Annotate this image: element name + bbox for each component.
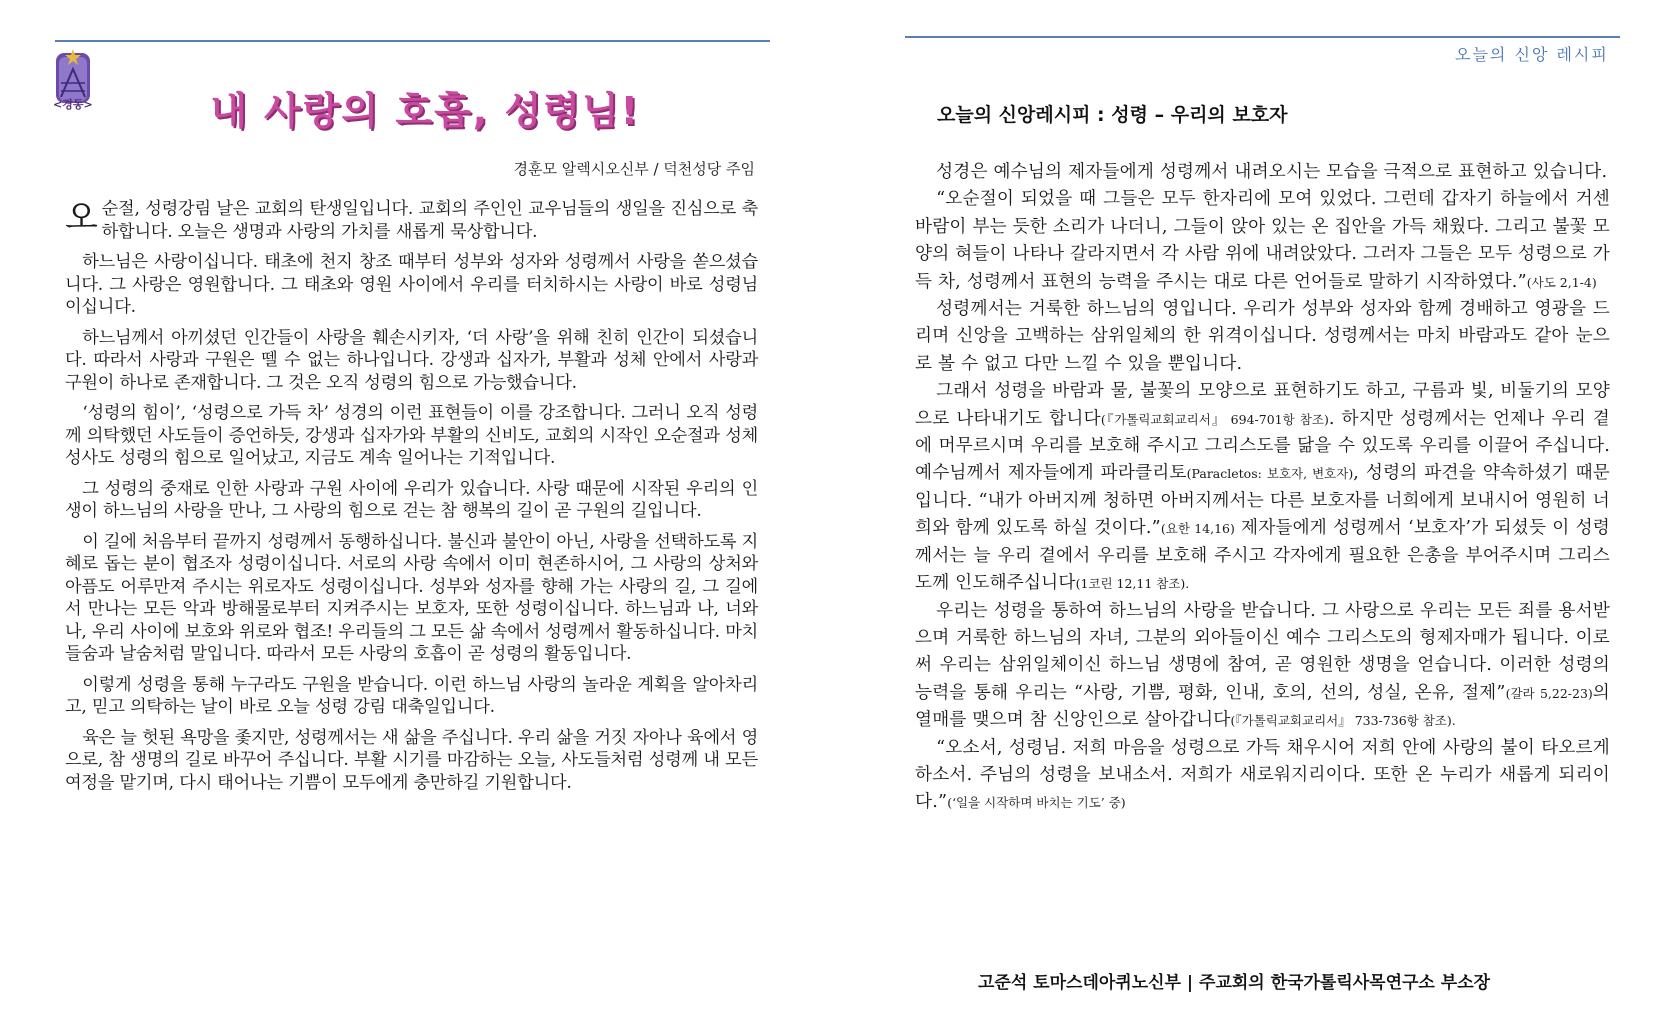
paragraph-r5: [915, 598, 1610, 735]
scripture-quote: “오순절이 되었을 때 그들은 모두 한자리에 모여 있었다. 그런데 갑자기 하늘에서 거센 바람이 부는 듯한 소리가 나더니, 그들이 앉아 있는 온 집안을 가득 채웠다. 그리고 불꽃 모양의 혀들이 나타나 갈라지면서 각 사람 위에 내려앉았다. 그러자 그들은 모두 성령으로 가득 차, 성령께서 표현의 능력을 주시는 대로 다른 언어들로 말하기 시작하였다.”: [915, 189, 1610, 292]
logo-caption: <경동>: [53, 98, 93, 111]
left-article-body: [65, 198, 758, 802]
citation: (『가톨릭교회교리서』 733-736항 참조).: [1230, 713, 1456, 729]
top-rule-right: [905, 36, 1620, 38]
paragraph-r6: [915, 735, 1610, 817]
paragraph-3: 하느님께서 아끼셨던 인간들이 사랑을 훼손시키자, ‘더 사랑’을 위해 친히 인간이 되셨습니다. 따라서 사랑과 구원은 뗄 수 없는 하나입니다. 강생과 십자가, 부활과 성체 안에서 사랑과 구원이 하나로 존재합니다. 그 것은 오직 성령의 힘으로 가능했습니다.: [65, 327, 758, 393]
citation: (사도 2,1-4): [1526, 274, 1597, 290]
author-credit: 고준석 토마스데아퀴노신부 | 주교회의 한국가톨릭사목연구소 부소장: [978, 973, 1491, 993]
section-title: 오늘의 신앙레시피 : 성령 – 우리의 보호자: [937, 104, 1288, 126]
paragraph-2: 하느님은 사랑이십니다. 태초에 천지 창조 때부터 성부와 성자와 성령께서 사랑을 쏟으셨습니다. 그 사랑은 영원합니다. 그 태초와 영원 사이에서 우리를 터치하시는 사랑이 바로 성령님이십니다.: [65, 252, 758, 317]
prayer-quote: “오소서, 성령님. 저희 마음을 성령으로 가득 채우시어 저희 안에 사랑의 불이 타오르게 하소서. 주님의 성령을 보내소서. 저희가 새로워지리이다. 또한 온 누리가 새롭게 되리이다.”: [915, 737, 1610, 813]
paragraph-6: 이 길에 처음부터 끝까지 성령께서 동행하십니다. 불신과 불안이 아닌, 사랑을 선택하도록 지혜로 돕는 분이 협조자 성령이십니다. 서로의 사랑 속에서 이미 현존하시어, 그 사랑의 상처와 아픔도 어루만져 주시는 위로자도 성령이십니다. 성부와 성자를 향해 가는 사랑의 길, 그 길에서 만나는 모든 악과 방해물로부터 지켜주시는 보호자, 또한 성령이십니다. 하느님과 나, 너와 나, 우리 사이에 보호와 위로와 협조! 우리들의 그 모든 삶 속에서 성령께서 활동하십니다. 마치 들숨과 날숨처럼 말입니다. 따라서 모든 사랑의 호흡이 곧 성령의 활동입니다.: [65, 531, 758, 664]
paragraph-4: ‘성령의 힘이’, ‘성령으로 가득 차’ 성경의 이런 표현들이 이를 강조합니다. 그러니 오직 성령께 의탁했던 사도들이 증언하듯, 강생과 십자가와 부활의 신비도, 교회의 시작인 오순절과 성체성사도 성령의 힘으로 일어났고, 지금도 계속 일어나는 기적입니다.: [65, 403, 758, 468]
paragraph-text: . 하지만 성령께서는 언제나 우리 곁에 머무르시며 우리를 보호해 주시고 그리스도를 닮을 수 있도록 우리를 이끌어 주십니다. 예수님께서 제자들에게 파라클리토: [915, 408, 1611, 484]
paragraph-r4: [915, 378, 1610, 597]
citation: (‘일을 시작하며 바치는 기도’ 중): [947, 795, 1126, 811]
paragraph-text: 그래서 성령을 바람과 물, 불꽃의 모양으로 표현하기도 하고, 구름과 빛, 비둘기의 모양으로 나타내기도 합니다: [915, 381, 1610, 429]
paragraph-1: [65, 198, 758, 243]
citation: (『가톨릭교회교리서』 694-701항 참조): [1100, 411, 1329, 427]
right-article-body: [915, 159, 1610, 817]
byline: 경훈모 알렉시오신부 / 덕천성당 주임: [513, 160, 755, 178]
citation: (요한 14,16): [1160, 521, 1235, 537]
paragraph-text: 순절, 성령강림 날은 교회의 탄생일입니다. 교회의 주인인 교우님들의 생일을 진심으로 축하합니다. 오늘은 생명과 사랑의 가치를 새롭게 묵상합니다.: [101, 199, 758, 242]
drop-cap: 오: [65, 198, 98, 238]
paragraph-7: 이렇게 성령을 통해 누구라도 구원을 받습니다. 이런 하느님 사랑의 놀라운 계획을 알아차리고, 믿고 의탁하는 날이 바로 오늘 성령 강림 대축일입니다.: [65, 674, 758, 717]
paragraph-8: 육은 늘 헛된 욕망을 좇지만, 성령께서는 새 삶을 주십니다. 우리 삶을 거짓 자아나 육에서 영으로, 참 생명의 길로 바꾸어 주십니다. 부활 시기를 마감하는 오늘, 사도들처럼 성령께 내 모든 여정을 맡기며, 다시 태어나는 기쁨이 모두에게 충만하길 기원합니다.: [65, 727, 758, 793]
page-title: 내 사랑의 호흡, 성령님!: [210, 89, 640, 133]
top-rule-left: [55, 40, 770, 42]
paragraph-r3: 성령께서는 거룩한 하느님의 영입니다. 우리가 성부와 성자와 함께 경배하고 영광을 드리며 신앙을 고백하는 삼위일체의 한 위격이십니다. 성령께서는 마치 바람과도 같아 눈으로 볼 수 없고 다만 느낄 수 있을 뿐입니다.: [915, 299, 1610, 374]
paragraph-text: 의 열매를 맺으며 참 신앙인으로 살아갑니다: [915, 682, 1610, 731]
paragraph-5: 그 성령의 중재로 인한 사랑과 구원 사이에 우리가 있습니다. 사랑 때문에 시작된 우리의 인생이 하느님의 사랑을 만나, 그 사랑의 힘으로 걷는 참 행복의 길이 곧 구원의 길입니다.: [65, 478, 758, 521]
paragraph-text: 우리는 성령을 통하여 하느님의 사랑을 받습니다. 그 사랑으로 우리는 모든 죄를 용서받으며 거룩한 하느님의 자녀, 그분의 외아들이신 예수 그리스도의 형제자매가 됩니다. 이로써 우리는 삼위일체이신 하느님 생명에 참여, 곧 영원한 생명을 얻습니다. 이러한 성령의 능력을 통해 우리는 “사랑, 기쁨, 평화, 인내, 호의, 선의, 성실, 온유, 절제”: [915, 600, 1610, 703]
paragraph-r2: [915, 186, 1610, 296]
series-label: 오늘의 신앙 레시피: [1455, 45, 1609, 64]
paragraph-r1: 성경은 예수님의 제자들에게 성령께서 내려오시는 모습을 극적으로 표현하고 있습니다.: [936, 162, 1608, 182]
citation: (1코린 12,11 참조).: [1075, 576, 1190, 592]
paragraph-text: 제자들에게 성령께서 ‘보호자’가 되셨듯 이 성령께서는 늘 우리 곁에서 우리를 보호해 주시고 각자에게 필요한 은총을 부어주시며 그리스도께 인도해주십니다: [915, 518, 1610, 594]
paragraph-text: , 성령의 파견을 약속하셨기 때문입니다. “내가 아버지께 청하면 아버지께서는 다른 보호자를 너희에게 보내시어 영원히 너희와 함께 있도록 하실 것이다.”: [915, 463, 1610, 539]
citation: (Paracletos: 보호자, 변호자): [1186, 466, 1354, 482]
citation: (갈라 5,22-23): [1505, 685, 1593, 701]
